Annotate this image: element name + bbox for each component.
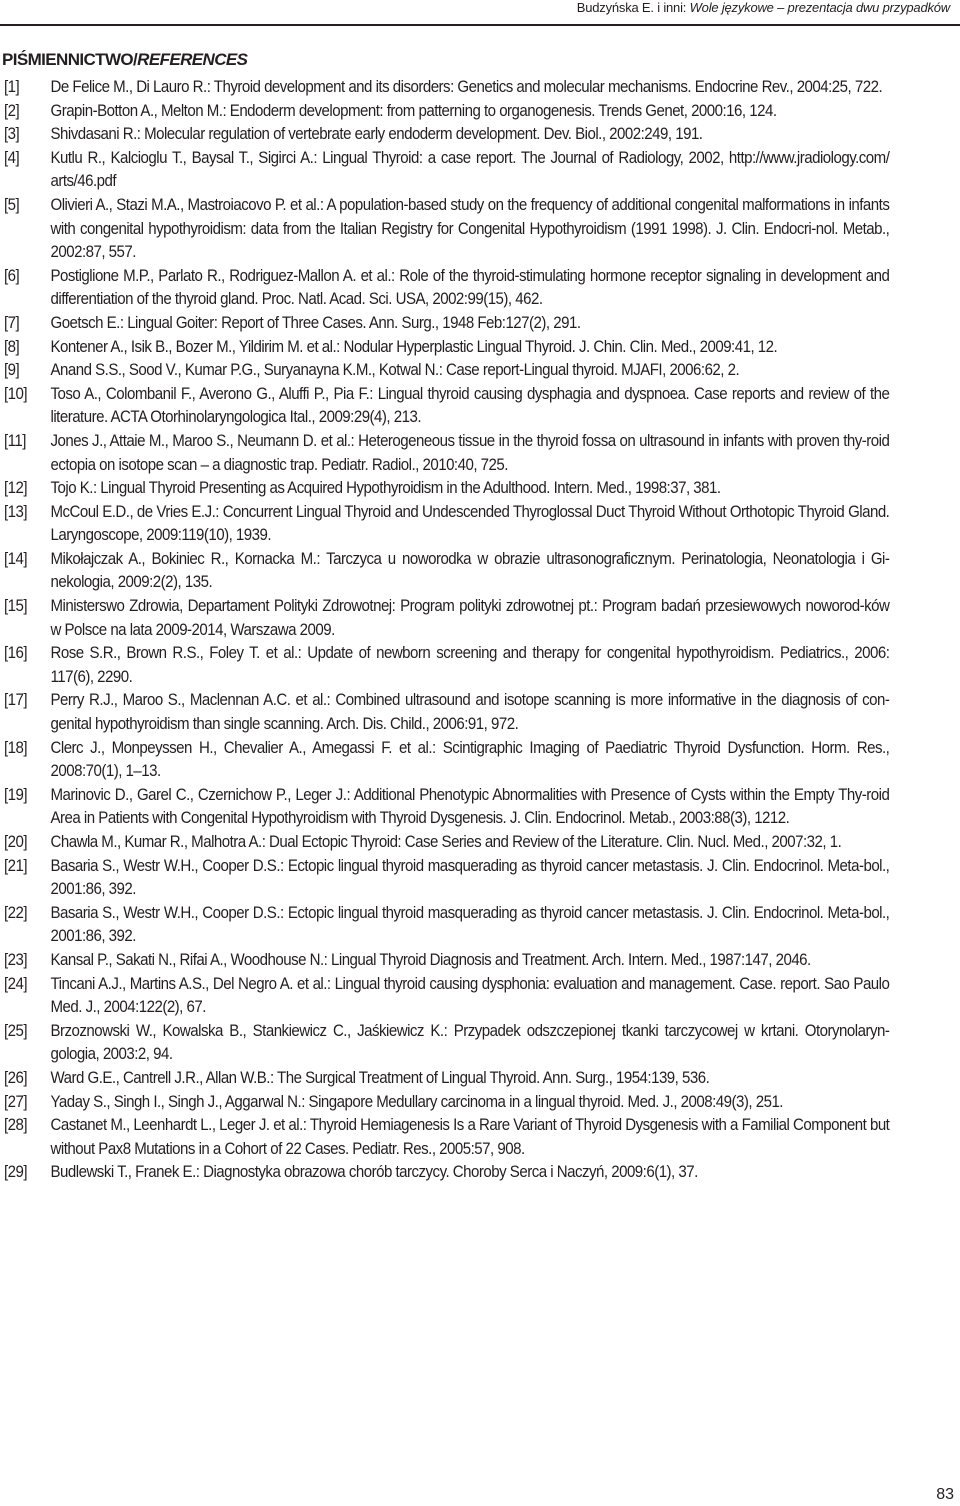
reference-number: [3] <box>4 125 20 144</box>
reference-item <box>4 1114 889 1161</box>
reference-item <box>4 501 889 548</box>
reference-text: Kontener A., Isik B., Bozer M., Yildirim M. et al.: Nodular Hyperplastic Lingual Thyroid. J. Chin. Clin. Med., 2009:41, 12. <box>50 337 778 356</box>
reference-text: Clerc J., Monpeyssen H., Chevalier A., Amegassi F. et al.: Scintigraphic Imaging of Paediatric Thyroid Dysfunction. Horm. Res., 2008:70(1), 1–13. <box>50 738 890 781</box>
reference-text: Marinovic D., Garel C., Czernichow P., Leger J.: Additional Phenotypic Abnormalities with Presence of Cysts within the Empty Thy-roid Area in Patients with Congenital Hypothyroidism with Thyroid Dysgenesis. J. Clin. Endocrinol. Metab., 2003:88(3), 1212. <box>50 785 890 828</box>
reference-text: Shivdasani R.: Molecular regulation of vertebrate early endoderm development. Dev. Biol., 2002:249, 191. <box>50 125 703 144</box>
reference-number: [10] <box>4 384 28 403</box>
reference-number: [7] <box>4 313 20 332</box>
reference-number: [25] <box>4 1021 28 1040</box>
section-heading-italic: REFERENCES <box>137 50 248 69</box>
reference-item <box>4 312 889 336</box>
reference-text: Anand S.S., Sood V., Kumar P.G., Suryanayna K.M., Kotwal N.: Case report-Lingual thyroid. MJAFI, 2006:62, 2. <box>50 361 740 380</box>
reference-item <box>4 831 889 855</box>
running-header-title: Wole językowe – prezentacja dwu przypadków <box>689 0 950 15</box>
reference-item <box>4 265 889 312</box>
reference-number: [29] <box>4 1163 28 1182</box>
reference-number: [28] <box>4 1116 28 1135</box>
reference-number: [13] <box>4 502 28 521</box>
reference-text: Kansal P., Sakati N., Rifai A., Woodhouse N.: Lingual Thyroid Diagnosis and Treatment. Arch. Intern. Med., 1987:147, 2046. <box>50 950 811 969</box>
reference-item <box>4 100 889 124</box>
reference-number: [20] <box>4 833 28 851</box>
page-number: 83 <box>936 1486 954 1503</box>
reference-item <box>4 902 889 949</box>
reference-item <box>4 1020 889 1067</box>
reference-item <box>4 1161 889 1185</box>
reference-number: [16] <box>4 644 28 663</box>
reference-text: Grapin-Botton A., Melton M.: Endoderm development: from patterning to organogenesis. Trends Genet, 2000:16, 124. <box>50 101 777 120</box>
reference-number: [22] <box>4 903 28 922</box>
reference-text: Goetsch E.: Lingual Goiter: Report of Three Cases. Ann. Surg., 1948 Feb:127(2), 291. <box>50 313 581 332</box>
section-heading <box>2 50 247 70</box>
reference-item <box>4 855 889 902</box>
reference-number: [21] <box>4 856 28 875</box>
reference-item <box>4 548 889 595</box>
reference-number: [8] <box>4 337 20 356</box>
reference-text: Basaria S., Westr W.H., Cooper D.S.: Ectopic lingual thyroid masquerading as thyroid cancer metastasis. J. Clin. Endocrinol. Meta-bol., 2001:86, 392. <box>50 856 890 899</box>
reference-text: McCoul E.D., de Vries E.J.: Concurrent Lingual Thyroid and Undescended Thyroglossal Duct Thyroid Without Orthotopic Thyroid Gland. Laryngoscope, 2009:119(10), 1939. <box>50 502 890 545</box>
reference-item <box>4 595 889 642</box>
reference-text: Budlewski T., Franek E.: Diagnostyka obrazowa chorób tarczycy. Choroby Serca i Naczyń, 2009:6(1), 37. <box>50 1163 698 1182</box>
header-divider <box>0 24 960 26</box>
reference-item <box>4 949 889 973</box>
reference-item <box>4 76 889 100</box>
reference-text: Toso A., Colombanil F., Averono G., Aluffi P., Pia F.: Lingual thyroid causing dysphagia and dyspnoea. Case reports and review of the literature. ACTA Otorhinolaryngologica Ital., 2009:29(4), 213. <box>50 384 890 427</box>
reference-item <box>4 642 889 689</box>
running-header <box>577 0 950 15</box>
reference-text: De Felice M., Di Lauro R.: Thyroid development and its disorders: Genetics and molecular mechanisms. Endocrine Rev., 2004:25, 722. <box>50 78 883 96</box>
reference-text: Rose S.R., Brown R.S., Foley T. et al.: Update of newborn screening and therapy for congenital hypothyroidism. Pediatrics., 2006: 117(6), 2290. <box>50 644 890 686</box>
reference-text: Jones J., Attaie M., Maroo S., Neumann D. et al.: Heterogeneous tissue in the thyroid fossa on ultrasound in infants with proven thy-roid ectopia on isotope scan – a diagnostic trap. Pediatr. Radiol., 2010:40, 725. <box>50 431 890 474</box>
reference-number: [27] <box>4 1092 28 1111</box>
reference-text: Tincani A.J., Martins A.S., Del Negro A. et al.: Lingual thyroid causing dysphonia: evaluation and management. Case. report. Sao Paulo Med. J., 2004:122(2), 67. <box>50 974 890 1017</box>
reference-number: [12] <box>4 479 28 498</box>
reference-number: [24] <box>4 974 28 993</box>
reference-number: [9] <box>4 361 20 380</box>
reference-item <box>4 1091 889 1115</box>
reference-number: [18] <box>4 738 28 757</box>
reference-item <box>4 359 889 383</box>
reference-item <box>4 784 889 831</box>
running-header-authors: Budzyńska E. i inni: <box>576 0 690 15</box>
reference-number: [17] <box>4 691 28 710</box>
reference-item <box>4 147 889 194</box>
reference-item <box>4 689 889 736</box>
reference-text: Perry R.J., Maroo S., Maclennan A.C. et al.: Combined ultrasound and isotope scanning is more informative in the diagnosis of con-genital hypothyroidism than single scanning. Arch. Dis. Child., 2006:91, 972. <box>50 691 890 734</box>
reference-item <box>4 973 889 1020</box>
reference-item <box>4 477 889 501</box>
reference-text: Postiglione M.P., Parlato R., Rodriguez-Mallon A. et al.: Role of the thyroid-stimulating hormone receptor signaling in development and differentiation of the thyroid gland. Proc. Natl. Acad. Sci. USA, 2002:99(15), 462. <box>50 266 890 309</box>
reference-text: Basaria S., Westr W.H., Cooper D.S.: Ectopic lingual thyroid masquerading as thyroid cancer metastasis. J. Clin. Endocrinol. Meta-bol., 2001:86, 392. <box>50 903 890 946</box>
reference-text: Tojo K.: Lingual Thyroid Presenting as Acquired Hypothyroidism in the Adulthood. Intern. Med., 1998:37, 381. <box>50 479 721 498</box>
reference-number: [6] <box>4 266 20 285</box>
reference-item <box>4 737 889 784</box>
reference-number: [15] <box>4 597 28 616</box>
reference-item <box>4 383 889 430</box>
reference-number: [23] <box>4 950 28 969</box>
reference-number: [26] <box>4 1068 28 1087</box>
reference-item <box>4 336 889 360</box>
reference-text: Olivieri A., Stazi M.A., Mastroiacovo P. et al.: A population-based study on the frequency of additional congenital malformations in infants with congenital hypothyroidism: data from the Italian Registry for Congenital Hypothyroidism (1991 1998). J. Clin. Endocri-nol. Metab., 2002:87, 557. <box>50 195 890 262</box>
reference-item <box>4 1067 889 1091</box>
reference-number: [5] <box>4 195 20 214</box>
reference-number: [2] <box>4 101 20 120</box>
reference-number: [14] <box>4 549 28 568</box>
reference-text: Castanet M., Leenhardt L., Leger J. et al.: Thyroid Hemiagenesis Is a Rare Variant of Thyroid Dysgenesis with a Familial Component but without Pax8 Mutations in a Cohort of 22 Cases. Pediatr. Res., 2005:57, 908. <box>50 1116 890 1158</box>
reference-number: [4] <box>4 148 20 167</box>
section-heading-main: PIŚMIENNICTWO/ <box>2 50 138 69</box>
reference-list <box>4 76 889 1185</box>
reference-number: [11] <box>4 431 26 450</box>
reference-text: Ministerswo Zdrowia, Departament Polityki Zdrowotnej: Program polityki zdrowotnej pt.: Program badań przesiewowych noworod-ków w Polsce na lata 2009-2014, Warszawa 2009. <box>50 597 890 639</box>
reference-item <box>4 123 889 147</box>
reference-text: Brzoznowski W., Kowalska B., Stankiewicz C., Jaśkiewicz K.: Przypadek odszczepionej tkanki tarczycowej w krtani. Otorynolaryn-gologia, 2003:2, 94. <box>50 1021 890 1064</box>
reference-text: Chawla M., Kumar R., Malhotra A.: Dual Ectopic Thyroid: Case Series and Review of the Literature. Clin. Nucl. Med., 2007:32, 1. <box>50 833 842 851</box>
reference-item <box>4 430 889 477</box>
reference-text: Kutlu R., Kalcioglu T., Baysal T., Sigirci A.: Lingual Thyroid: a case report. The Journal of Radiology, 2002, http://www.jradiology.com/ arts/46.pdf <box>50 148 890 191</box>
reference-text: Ward G.E., Cantrell J.R., Allan W.B.: The Surgical Treatment of Lingual Thyroid. Ann. Surg., 1954:139, 536. <box>50 1068 710 1087</box>
reference-number: [1] <box>4 78 20 96</box>
reference-number: [19] <box>4 785 28 804</box>
reference-text: Yaday S., Singh I., Singh J., Aggarwal N.: Singapore Medullary carcinoma in a lingual thyroid. Med. J., 2008:49(3), 251. <box>50 1092 783 1111</box>
reference-item <box>4 194 889 265</box>
reference-text: Mikołajczak A., Bokiniec R., Kornacka M.: Tarczyca u noworodka w obrazie ultrasonograficznym. Perinatologia, Neonatologia i Gi-nekologia, 2009:2(2), 135. <box>50 549 890 592</box>
